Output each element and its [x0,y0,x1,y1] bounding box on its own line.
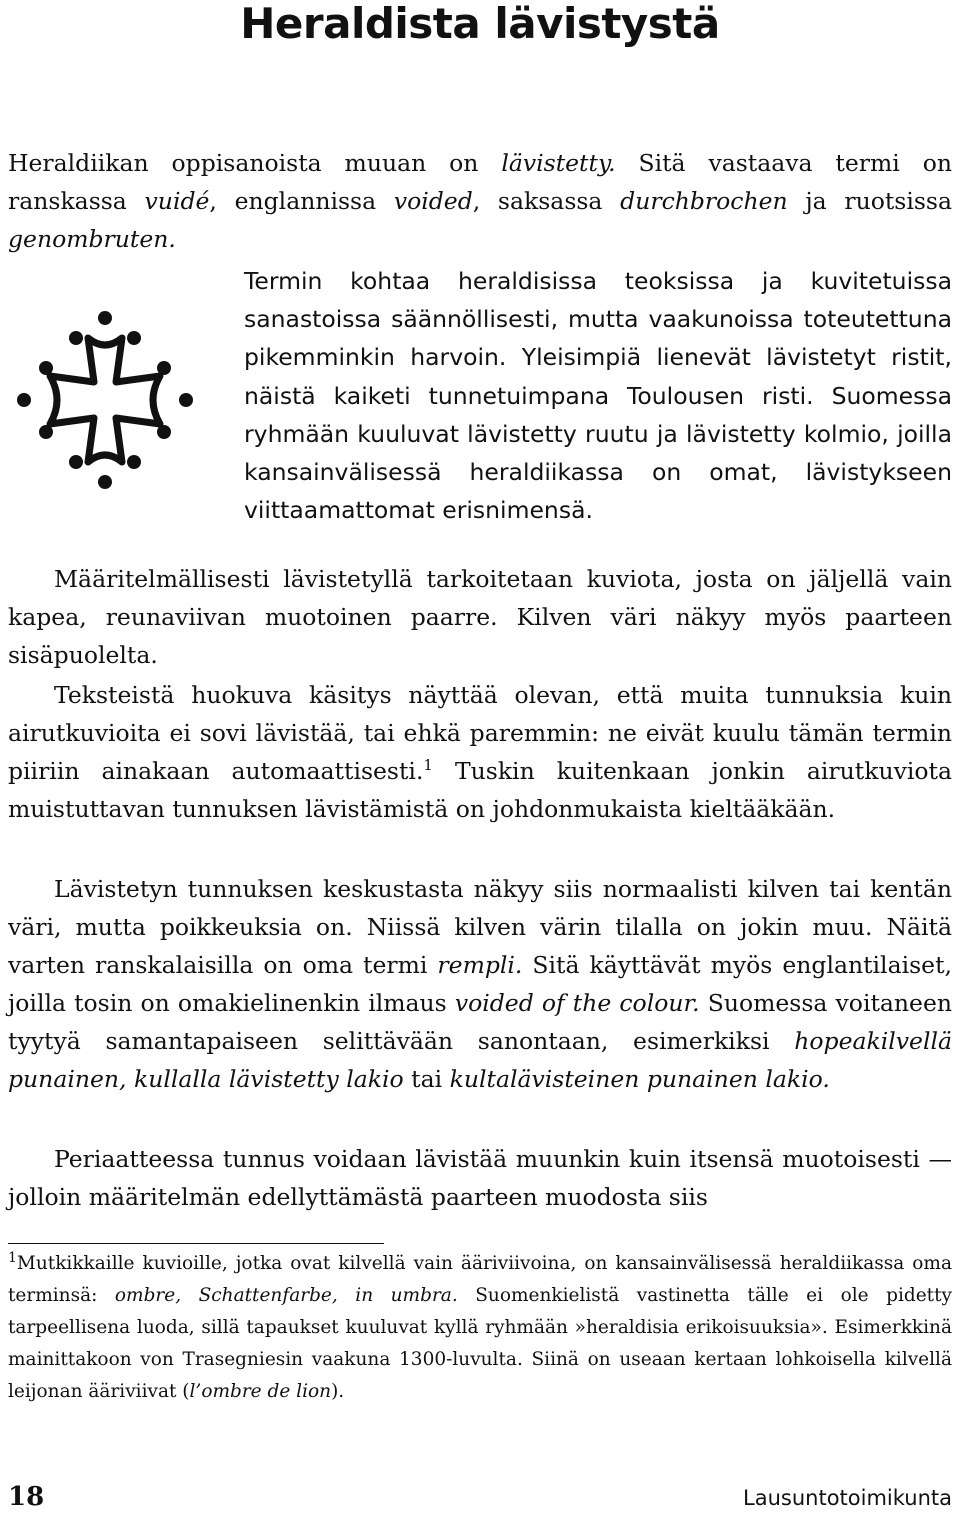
italic-term: voided [393,187,473,215]
paragraph-principle: Periaatteessa tunnus voidaan lävistää muunkin kuin itsensä muotoisesti — jolloin määritelmän edellyttämästä paarteen muodosta siis [8,1145,952,1211]
footnote-number: 1 [8,1249,17,1266]
italic-term: ombre, Schattenfarbe, in umbra. [114,1285,458,1306]
wrapped-paragraph: Termin kohtaa heraldisissa teoksissa ja kuvitetuissa sanastoissa säännöllisesti, mutta vaakunoissa toteutettuna pikemminkin harvoin. Yleisimpiä lienevät lävistetyt ristit, näistä kaiketi tunnetuimpana Toulousen risti. Suomessa ryhmään kuuluvat lävistetty ruutu ja lävistetty kolmio, joilla kansainvälisessä heraldiikassa on omat, lävistykseen viittaamattomat erisnimensä. [244,267,952,525]
italic-term: durchbrochen [620,187,788,215]
text-run: Teksteistä huokuva käsitys näyttää olevan, että muita tunnuksia kuin airutkuvioita ei sovi lävistää, tai ehkä paremmin: ne eivät kuulu tämän termin piiriin ainakaan automaattisesti. [8,681,952,785]
italic-term: vuidé [144,187,210,215]
text-run: Tuskin kuitenkaan jonkin airutkuviota muistuttavan tunnuksen lävistämistä on johdonmukaista kieltääkään. [8,757,953,823]
paragraph-definition: Määritelmällisesti lävistetyllä tarkoitetaan kuviota, josta on jäljellä vain kapea, reunaviivan muotoinen paarre. Kilven väri näkyy myös paarteen sisäpuolelta. [8,565,952,669]
text-run: , englannissa [209,187,394,215]
italic-term: genombruten. [8,225,176,253]
text-run: ja ruotsissa [787,187,953,215]
page-number: 18 [8,1482,45,1512]
italic-term: l’ombre de lion [189,1381,332,1402]
text-run: Suomessa voitaneen tyytyä samantapaiseen selittävään sanontaan, esimerkiksi [8,989,953,1055]
intro-paragraph [8,144,952,258]
text-run: Suomenkielistä vastinetta tälle ei ole pidetty tarpeellisena luoda, sillä tapaukset kuuluvat kyllä ryhmään »heraldisia erikoisuuksia». Esimerkkinä mainittakoon von Trasegniesin vaakuna 1300-luvulta. Siinä on useaan kertaan lohkoisella kilvellä leijonan ääriviivat ( [8,1285,952,1402]
text-run: Mutkikkaille kuvioille, jotka ovat kilvellä vain ääriviivoina, on kansainvälisessä heraldiikassa oma terminsä: [8,1253,952,1306]
paragraph-interpretation [8,676,952,828]
text-run: tai [403,1065,450,1093]
text-run: Sitä käyttävät myös englantilaiset, joilla tosin on omakielinenkin ilmaus [8,951,952,1017]
italic-term: rempli. [437,951,523,979]
text-run: Sitä vastaava termi on ranskassa [8,149,952,215]
text-run: , saksassa [472,187,621,215]
footnote [8,1248,952,1408]
text-run: ). [331,1381,345,1402]
text-run: Lävistetyn tunnuksen keskustasta näkyy siis normaalisti kilven tai kentän väri, mutta poikkeuksia on. Niissä kilven värin tilalla on jokin muu. Näitä varten ranskalaisilla on oma termi [8,875,952,979]
italic-term: lävistetty. [501,149,616,177]
italic-term: kultalävisteinen punainen lakio. [449,1065,830,1093]
running-footer: Lausuntotoimikunta [743,1486,952,1510]
occitan-cross-icon [16,300,194,500]
italic-term: hopeakilvellä punainen, kullalla lävistetty lakio [8,1027,952,1093]
footnote-reference: 1 [423,756,433,775]
italic-term: voided of the colour. [454,989,700,1017]
text-run: Heraldiikan oppisanoista muuan on [8,149,502,177]
paragraph-rempli [8,870,952,1098]
page-title: Heraldista lävistystä [240,0,720,48]
footnote-divider [8,1243,384,1244]
